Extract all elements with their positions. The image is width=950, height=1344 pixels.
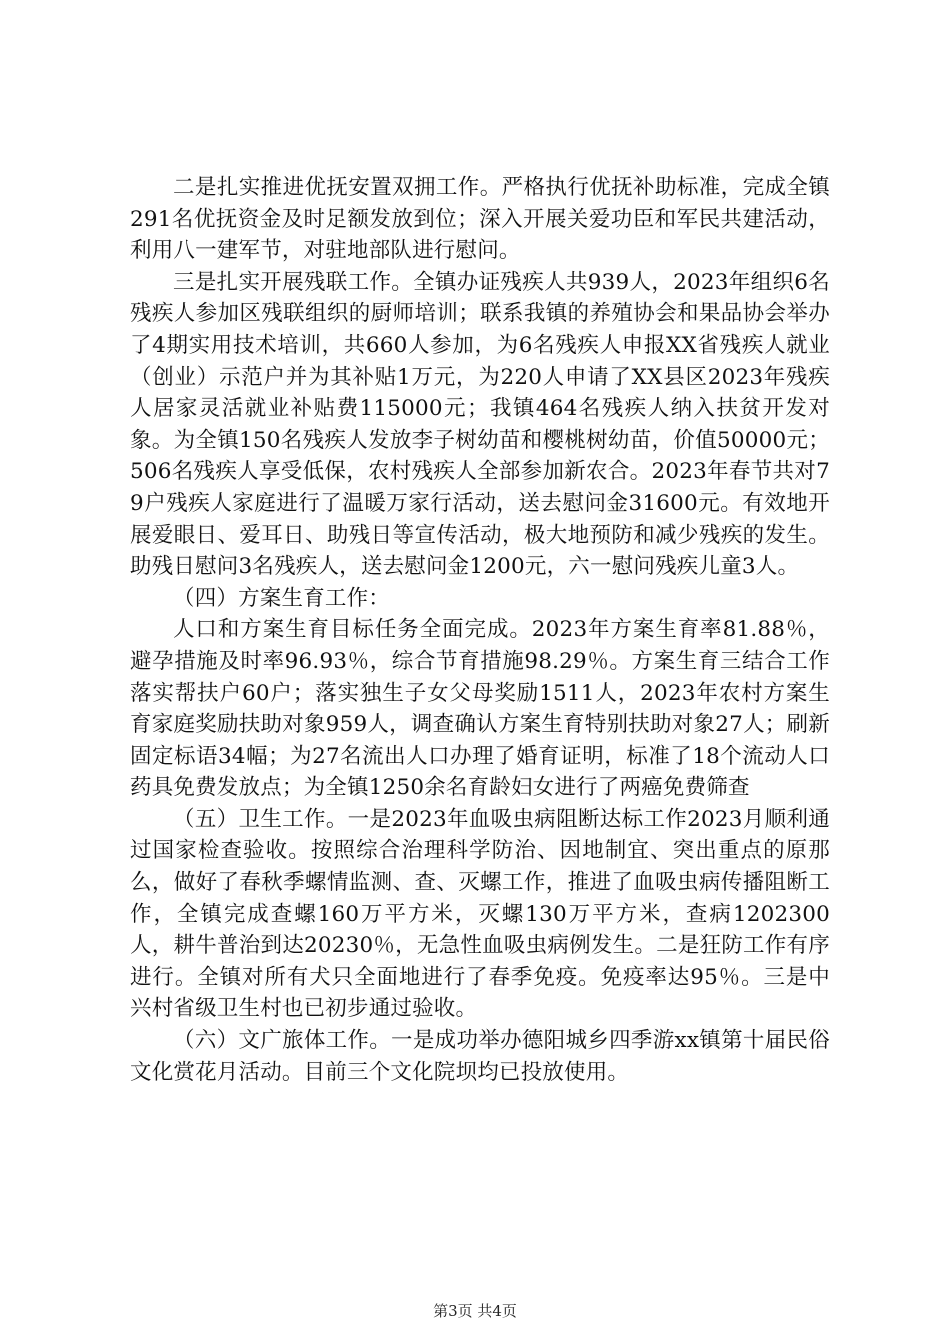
paragraph-culture-tourism: （六）文广旅体工作。一是成功举办德阳城乡四季游xx镇第十届民俗文化赏花月活动。目前三个文化院坝均已投放使用。 bbox=[130, 1028, 830, 1085]
document-body bbox=[130, 172, 830, 1088]
section-heading-family-planning: （四）方案生育工作： bbox=[173, 585, 391, 611]
paragraph-support-veterans: 二是扎实推进优抚安置双拥工作。严格执行优抚补助标准，完成全镇291名优抚资金及时足额发放到位；深入开展关爱功臣和军民共建活动，利用八一建军节，对驻地部队进行慰问。 bbox=[130, 175, 830, 264]
page-footer: 第3页 共4页 bbox=[433, 1302, 517, 1320]
paragraph-family-planning: 人口和方案生育目标任务全面完成。2023年方案生育率81.88％，避孕措施及时率96.93％，综合节育措施98.29％。方案生育三结合工作落实帮扶户60户；落实独生子女父母奖励1511人，2023年农村方案生育家庭奖励扶助对象959人，调查确认方案生育特别扶助对象27人；刷新固定标语34幅；为27名流出人口办理了婚育证明，标准了18个流动人口药具免费发放点；为全镇1250余名育龄妇女进行了两癌免费筛查 bbox=[130, 617, 830, 801]
paragraph-disability-federation: 三是扎实开展残联工作。全镇办证残疾人共939人，2023年组织6名残疾人参加区残联组织的厨师培训；联系我镇的养殖协会和果品协会举办了4期实用技术培训，共660人参加，为6名残疾人申报XX省残疾人就业（创业）示范户并为其补贴1万元，为220人申请了XX县区2023年残疾人居家灵活就业补贴费115000元；我镇464名残疾人纳入扶贫开发对象。为全镇150名残疾人发放李子树幼苗和樱桃树幼苗，价值50000元；506名残疾人享受低保，农村残疾人全部参加新农合。2023年春节共对79户残疾人家庭进行了温暖万家行活动，送去慰问金31600元。有效地开展爱眼日、爱耳日、助残日等宣传活动，极大地预防和减少残疾的发生。助残日慰问3名残疾人，送去慰问金1200元，六一慰问残疾儿童3人。 bbox=[130, 269, 830, 580]
paragraph-health-work: （五）卫生工作。一是2023年血吸虫病阻断达标工作2023月顺利通过国家检查验收。按照综合治理科学防治、因地制宜、突出重点的原那么，做好了春秋季螺情监测、查、灭螺工作，推进了血吸虫病传播阻断工作，全镇完成查螺160万平方米，灭螺130万平方米，查病1202300人，耕牛普治到达20230％，无急性血吸虫病例发生。二是狂防工作有序进行。全镇对所有犬只全面地进行了春季免疫。免疫率达95％。三是中兴村省级卫生村也已初步通过验收。 bbox=[130, 806, 830, 1022]
